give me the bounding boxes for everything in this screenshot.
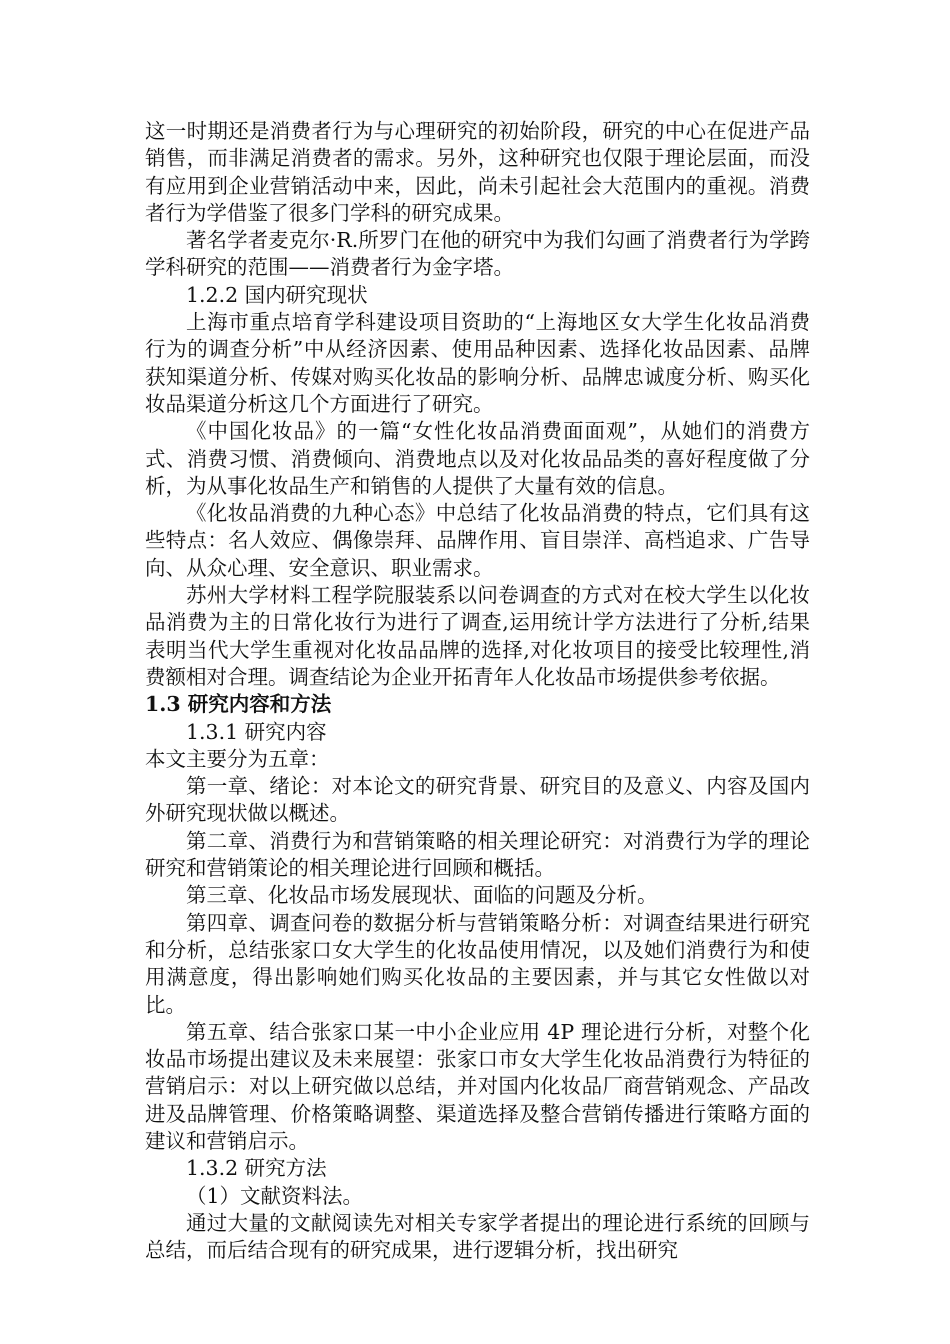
body-text <box>145 118 810 1264</box>
paragraph: 第二章、消费行为和营销策略的相关理论研究：对消费行为学的理论研究和营销策论的相关理论进行回顾和概括。 <box>145 828 810 881</box>
paragraph: 上海市重点培育学科建设项目资助的“上海地区女大学生化妆品消费行为的调查分析”中从经济因素、使用品种因素、选择化妆品因素、品牌获知渠道分析、传媒对购买化妆品的影响分析、品牌忠诚度分析、购买化妆品渠道分析这几个方面进行了研究。 <box>145 310 810 416</box>
paragraph: 《中国化妆品》的一篇“女性化妆品消费面面观”，从她们的消费方式、消费习惯、消费倾向、消费地点以及对化妆品品类的喜好程度做了分析，为从事化妆品生产和销售的人提供了大量有效的信息。 <box>145 419 810 498</box>
paragraph: 本文主要分为五章： <box>145 746 330 771</box>
paragraph: 第四章、调查问卷的数据分析与营销策略分析：对调查结果进行研究和分析，总结张家口女大学生的化妆品使用情况，以及她们消费行为和使用满意度，得出影响她们购买化妆品的主要因素，并与其它女性做以对比。 <box>145 910 810 1017</box>
paragraph: 通过大量的文献阅读先对相关专家学者提出的理论进行系统的回顾与总结，而后结合现有的研究成果，进行逻辑分析，找出研究 <box>145 1210 810 1263</box>
paragraph: 著名学者麦克尔·R.所罗门在他的研究中为我们勾画了消费者行为学跨学科研究的范围——消费者行为金字塔。 <box>145 228 810 280</box>
section-heading: 1.3.2 研究方法 <box>186 1156 327 1181</box>
paragraph: 第一章、绪论：对本论文的研究背景、研究目的及意义、内容及国内外研究现状做以概述。 <box>145 774 810 826</box>
paragraph: 苏州大学材料工程学院服装系以问卷调查的方式对在校大学生以化妆品消费为主的日常化妆行为进行了调查,运用统计学方法进行了分析,结果表明当代大学生重视对化妆品品牌的选择,对化妆项目的接受比较理性,消费额相对合理。调查结论为企业开拓青年人化妆品市场提供参考依据。 <box>145 583 810 689</box>
section-heading: 1.2.2 国内研究现状 <box>186 282 368 307</box>
paragraph: 第三章、化妆品市场发展现状、面临的问题及分析。 <box>186 883 658 908</box>
section-heading: 1.3.1 研究内容 <box>186 719 327 744</box>
paragraph: 这一时期还是消费者行为与心理研究的初始阶段，研究的中心在促进产品销售，而非满足消费者的需求。另外，这种研究也仅限于理论层面，而没有应用到企业营销活动中来，因此，尚未引起社会大范围内的重视。消费者行为学借鉴了很多门学科的研究成果。 <box>145 119 810 225</box>
section-heading: 1.3 研究内容和方法 <box>145 692 332 717</box>
paragraph: 《化妆品消费的九种心态》中总结了化妆品消费的特点，它们具有这些特点：名人效应、偶像崇拜、品牌作用、盲目崇洋、高档追求、广告导向、从众心理、安全意识、职业需求。 <box>145 501 810 580</box>
list-item: （1）文献资料法。 <box>186 1183 364 1208</box>
paragraph: 第五章、结合张家口某一中小企业应用 4P 理论进行分析，对整个化妆品市场提出建议及未来展望：张家口市女大学生化妆品消费行为特征的营销启示：对以上研究做以总结，并对国内化妆品厂商营销观念、产品改进及品牌管理、价格策略调整、渠道选择及整合营销传播进行策略方面的建议和营销启示。 <box>145 1019 810 1153</box>
